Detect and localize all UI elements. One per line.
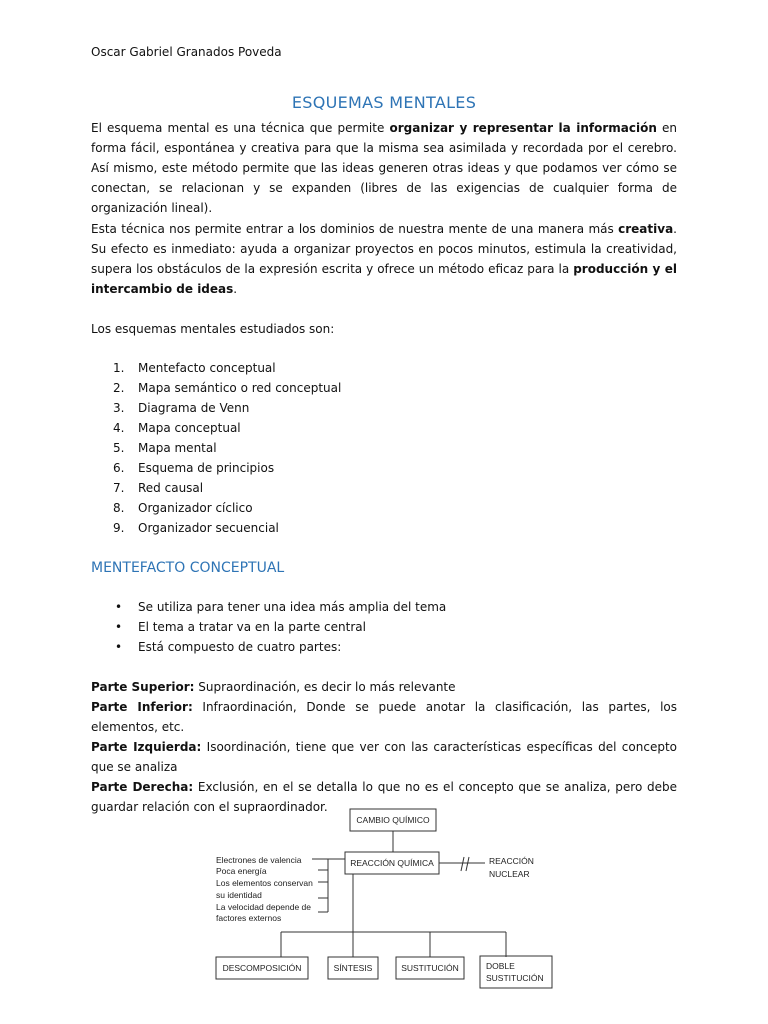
left-item: factores externos bbox=[216, 913, 282, 923]
list-item bbox=[113, 458, 341, 478]
list-item bbox=[113, 438, 341, 458]
list-number: 5. bbox=[113, 441, 125, 455]
list-label: Red causal bbox=[138, 481, 204, 495]
part-term: Parte Inferior: bbox=[91, 700, 193, 714]
list-number: 6. bbox=[113, 461, 125, 475]
bottom-label-doble-2: SUSTITUCIÓN bbox=[486, 973, 544, 983]
list-item bbox=[113, 378, 341, 398]
left-item: Poca energía bbox=[216, 866, 267, 876]
center-box-label: REACCIÓN QUÍMICA bbox=[350, 858, 434, 868]
list-label: Mapa conceptual bbox=[138, 421, 241, 435]
part-text: Isoordinación, tiene que ver con las características específicas del concepto que se analiza bbox=[91, 740, 677, 774]
part-text: Supraordinación, es decir lo más relevante bbox=[194, 680, 456, 694]
list-item bbox=[113, 518, 341, 538]
part-inferior bbox=[91, 697, 677, 737]
list-item bbox=[113, 418, 341, 438]
mentefacto-diagram bbox=[200, 800, 570, 1000]
intro-p1-text-a: El esquema mental es una técnica que permite bbox=[91, 121, 390, 135]
intro-paragraph-2 bbox=[91, 219, 677, 299]
bullet-item bbox=[115, 597, 446, 617]
bottom-label-doble-1: DOBLE bbox=[486, 961, 515, 971]
list-label: Diagrama de Venn bbox=[138, 401, 250, 415]
bullet-item bbox=[115, 637, 446, 657]
bottom-label-descomposicion: DESCOMPOSICIÓN bbox=[222, 963, 302, 973]
intro-paragraph-1 bbox=[91, 118, 677, 218]
bullet-text: El tema a tratar va en la parte central bbox=[138, 620, 366, 634]
left-item: Los elementos conservan bbox=[216, 878, 313, 888]
exclusion-label-1: REACCIÓN bbox=[489, 856, 534, 866]
list-number: 9. bbox=[113, 521, 125, 535]
bullet-symbol: • bbox=[115, 600, 123, 614]
part-term: Parte Superior: bbox=[91, 680, 195, 694]
intro-p2-bold-1: creativa bbox=[618, 222, 674, 236]
intro-p2-bold-2: producción y el intercambio de ideas bbox=[91, 262, 677, 296]
part-text: Exclusión, en el se detalla lo que no es el concepto que se analiza, pero debe guardar relación con el supraordinador. bbox=[91, 780, 678, 814]
list-number: 4. bbox=[113, 421, 125, 435]
list-label: Organizador cíclico bbox=[138, 501, 253, 515]
schemes-list bbox=[113, 358, 341, 538]
list-label: Mapa semántico o red conceptual bbox=[138, 381, 342, 395]
list-number: 7. bbox=[113, 481, 125, 495]
exclusion-mark bbox=[466, 857, 469, 871]
part-term: Parte Izquierda: bbox=[91, 740, 202, 754]
section-bullets bbox=[115, 597, 446, 657]
bullet-text: Está compuesto de cuatro partes: bbox=[138, 640, 342, 654]
intro-paragraph-3: Los esquemas mentales estudiados son: bbox=[91, 322, 335, 336]
left-item: La velocidad depende de bbox=[216, 902, 311, 912]
intro-p2-text-e: . bbox=[233, 282, 238, 296]
list-number: 3. bbox=[113, 401, 125, 415]
list-number: 8. bbox=[113, 501, 125, 515]
list-item bbox=[113, 498, 341, 518]
list-label: Organizador secuencial bbox=[138, 521, 279, 535]
list-number: 1. bbox=[113, 361, 125, 375]
left-item: su identidad bbox=[216, 890, 262, 900]
author-name: Oscar Gabriel Granados Poveda bbox=[91, 45, 282, 59]
bullet-item bbox=[115, 617, 446, 637]
part-superior bbox=[91, 677, 677, 697]
list-label: Mapa mental bbox=[138, 441, 217, 455]
intro-p1-bold: organizar y representar la información bbox=[389, 121, 657, 135]
parts-definitions bbox=[91, 677, 677, 817]
section-heading: MENTEFACTO CONCEPTUAL bbox=[91, 560, 285, 576]
list-label: Mentefacto conceptual bbox=[138, 361, 276, 375]
list-item bbox=[113, 398, 341, 418]
part-term: Parte Derecha: bbox=[91, 780, 194, 794]
list-label: Esquema de principios bbox=[138, 461, 275, 475]
left-item: Electrones de valencia bbox=[216, 855, 302, 865]
bottom-label-sustitucion: SUSTITUCIÓN bbox=[401, 963, 459, 973]
bullet-symbol: • bbox=[115, 620, 123, 634]
list-item bbox=[113, 358, 341, 378]
bullet-symbol: • bbox=[115, 640, 123, 654]
intro-p2-text-c: . Su efecto es inmediato: ayuda a organizar proyectos en pocos minutos, estimula la creatividad, supera los obstáculos de la expresión escrita y ofrece un método eficaz para la bbox=[91, 222, 677, 276]
part-izquierda bbox=[91, 737, 677, 777]
part-text: Infraordinación, Donde se puede anotar la clasificación, las partes, los elementos, etc. bbox=[91, 700, 677, 734]
bullet-text: Se utiliza para tener una idea más amplia del tema bbox=[138, 600, 447, 614]
intro-p1-text-c: en forma fácil, espontánea y creativa para que la misma sea asimilada y recordada por el cerebro. Así mismo, este método permite que las ideas generen otras ideas y que podamos ver cómo se conectan, se relacionan y se expanden (libres de las exigencias de cualquier forma de organización lineal). bbox=[91, 121, 678, 215]
intro-p2-text-a: Esta técnica nos permite entrar a los dominios de nuestra mente de una manera más bbox=[91, 222, 619, 236]
bottom-label-sintesis: SÍNTESIS bbox=[333, 963, 373, 973]
list-item bbox=[113, 478, 341, 498]
page-title: ESQUEMAS MENTALES bbox=[291, 93, 477, 112]
top-box-label: CAMBIO QUÍMICO bbox=[356, 815, 430, 825]
exclusion-mark bbox=[461, 857, 464, 871]
exclusion-label-2: NUCLEAR bbox=[489, 869, 530, 879]
list-number: 2. bbox=[113, 381, 125, 395]
